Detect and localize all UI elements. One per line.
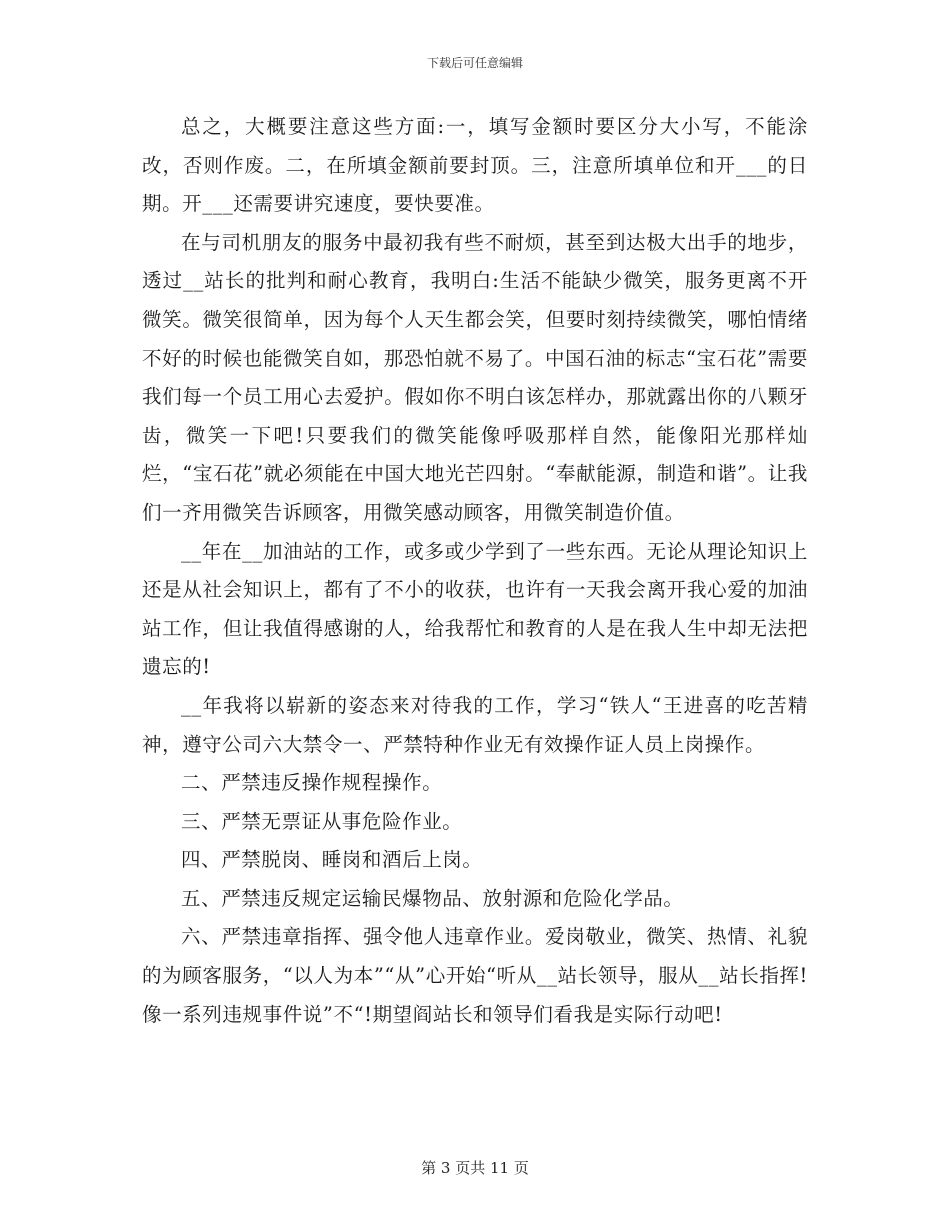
paragraph-summary: 总之，大概要注意这些方面:一，填写金额时要区分大小写，不能涂改，否则作废。二，在所填金额前要封顶。三，注意所填单位和开___的日期。开___还需要讲究速度，要快要准。 bbox=[142, 115, 808, 216]
paragraph-rule-2: 二、严禁违反操作规程操作。 bbox=[181, 771, 443, 795]
paragraph-rule-5: 五、严禁违反规定运输民爆物品、放射源和危险化学品。 bbox=[181, 886, 684, 910]
paragraph-rule-6: 六、严禁违章指挥、强令他人违章作业。爱岗敬业，微笑、热情、礼貌的为顾客服务，“以人为本”“从”心开始“听从__站长领导，服从__站长指挥!像一系列违规事件说”不“!期望阎站长和领导们看我是实际行动吧! bbox=[142, 925, 808, 1026]
paragraph-rule-3: 三、严禁无票证从事危险作业。 bbox=[181, 809, 463, 833]
paragraph-rule-4: 四、严禁脱岗、睡岗和酒后上岗。 bbox=[181, 848, 483, 872]
paragraph-year-reflection: __年在__加油站的工作，或多或少学到了一些东西。无论从理论知识上还是从社会知识上，都有了不小的收获，也许有一天我会离开我心爱的加油站工作，但让我值得感谢的人，给我帮忙和教育的人是在我人生中却无法把遗忘的! bbox=[142, 539, 808, 679]
document-body bbox=[142, 108, 808, 1034]
page-header: 下载后可任意编辑 bbox=[426, 56, 523, 70]
paragraph-next-year-plan: __年我将以崭新的姿态来对待我的工作，学习“铁人“王进喜的吃苦精神，遵守公司六大禁令一、严禁特种作业无有效操作证人员上岗操作。 bbox=[142, 693, 808, 756]
paragraph-smile-service: 在与司机朋友的服务中最初我有些不耐烦，甚至到达极大出手的地步，透过__站长的批判和耐心教育，我明白:生活不能缺少微笑，服务更离不开微笑。微笑很简单，因为每个人天生都会笑，但要时刻持续微笑，哪怕情绪不好的时候也能微笑自如，那恐怕就不易了。中国石油的标志“宝石花”需要我们每一个员工用心去爱护。假如你不明白该怎样办，那就露出你的八颗牙齿，微笑一下吧!只要我们的微笑能像呼吸那样自然，能像阳光那样灿烂，“宝石花”就必须能在中国大地光芒四射。“奉献能源，制造和谐”。让我们一齐用微笑告诉顾客，用微笑感动顾客，用微笑制造价值。 bbox=[142, 230, 808, 524]
page-number-footer: 第 3 页共 11 页 bbox=[421, 1159, 529, 1177]
